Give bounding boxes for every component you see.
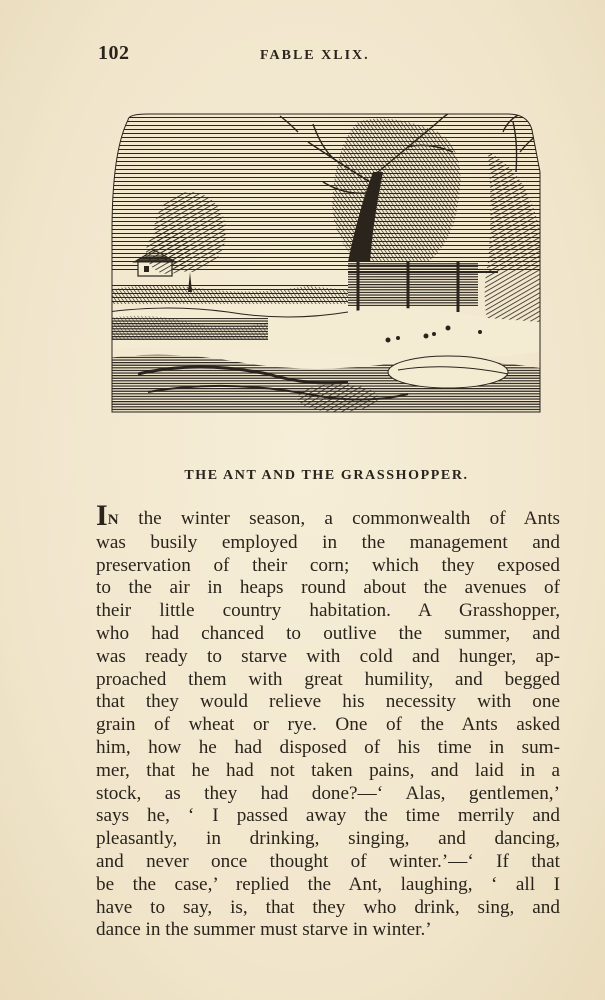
- drop-cap: I: [96, 499, 108, 532]
- text-line: and never once thought of winter.’—‘ If that: [96, 850, 560, 872]
- text-line: that they would relieve his necessity with one: [96, 691, 560, 713]
- text-line: who had chanced to outlive the summer, and: [96, 622, 560, 644]
- text-line: stock, as they had done?—‘ Alas, gentlemen,’: [96, 782, 560, 804]
- text-line: be the case,’ replied the Ant, laughing, ‘ all I: [96, 873, 560, 895]
- page-header: [98, 42, 518, 72]
- text-line: to the air in heaps round about the avenues of: [96, 577, 560, 599]
- text-line: pleasantly, in drinking, singing, and dancing,: [96, 828, 560, 850]
- text-line: was ready to starve with cold and hunger, ap-: [96, 645, 560, 667]
- fable-text: [96, 499, 560, 942]
- woodcut-illustration: [108, 112, 548, 424]
- text-line: says he, ‘ I passed away the time merrily and: [96, 805, 560, 827]
- text-line: was busily employed in the management and: [96, 531, 560, 553]
- text-line: preservation of their corn; which they exposed: [96, 554, 560, 576]
- fable-title: THE ANT AND THE GRASSHOPPER.: [184, 468, 469, 483]
- text-line: mer, that he had not taken pains, and laid in a: [96, 759, 560, 781]
- small-cap: N: [107, 512, 120, 528]
- text-line: grain of wheat or rye. One of the Ants asked: [96, 714, 560, 736]
- page-number: 102: [98, 42, 130, 64]
- text-line: proached them with great humility, and begged: [96, 668, 560, 690]
- running-head: FABLE XLIX.: [260, 48, 370, 63]
- text-line: him, how he had disposed of his time in sum-: [96, 736, 560, 758]
- text-line: have to say, is, that they who drink, sing, and: [96, 896, 560, 918]
- text-line-1: IN the winter season, a commonwealth of Ants: [96, 499, 560, 532]
- woodcut-winter-landscape-icon: [108, 112, 548, 424]
- text-line: their little country habitation. A Grasshopper,: [96, 600, 560, 622]
- text-line: dance in the summer must starve in winter.’: [96, 919, 432, 941]
